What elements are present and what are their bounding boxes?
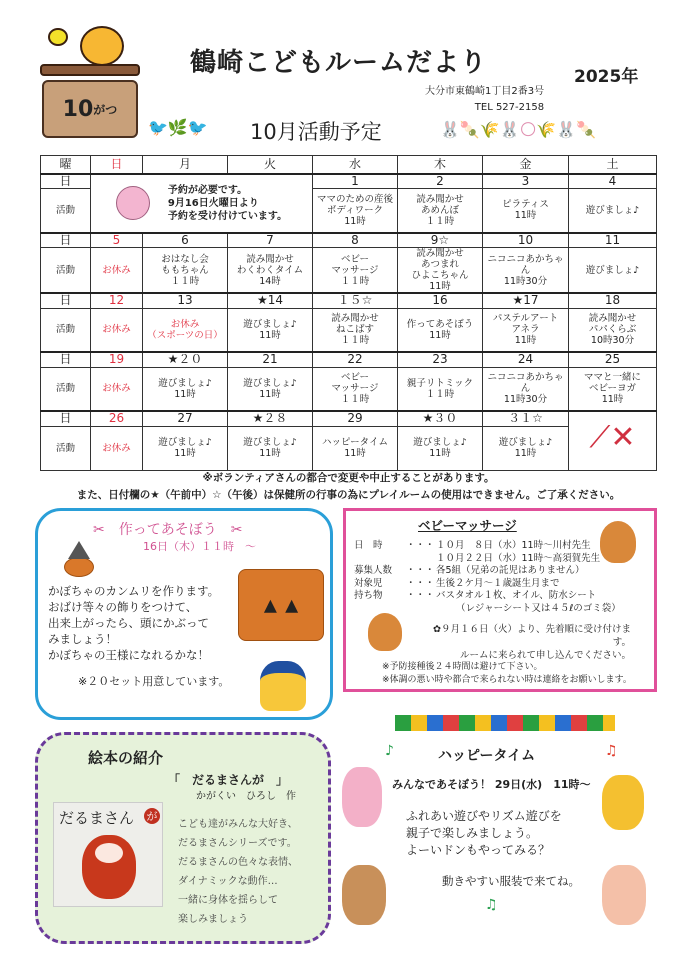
happy-title: ハッピータイム: [438, 748, 536, 764]
activity-row-label: 活動: [41, 248, 91, 294]
day-header: 木: [398, 156, 483, 174]
book-title: 「 だるまさんが 」: [168, 773, 289, 787]
activity-row-label: 活動: [41, 367, 91, 411]
calendar-date: ★14: [228, 293, 313, 308]
date-row-label: 日: [41, 411, 91, 426]
cat-icon: [602, 775, 644, 830]
calendar-date: 25: [569, 352, 657, 367]
date-row: [41, 293, 657, 308]
bird-icon: [48, 28, 68, 46]
calendar-activity: ママと一緒に ベビーヨガ 11時: [569, 367, 657, 411]
detail-value: １０月２２日（水）11時～高須賀先生: [436, 552, 601, 564]
calendar-activity: 遊びましょ♪ 11時: [228, 308, 313, 352]
dragonfly-icon: ⟋✕: [589, 420, 636, 456]
book-heading: 絵本の紹介: [88, 749, 164, 767]
happy-note: 動きやすい服装で来てね。: [442, 874, 580, 888]
massage-detail-row: [354, 540, 621, 553]
calendar-date: 19: [91, 352, 143, 367]
calendar-activity: 読み聞かせ パパくらぶ 10時30分: [569, 308, 657, 352]
calendar-activity: お休み: [91, 426, 143, 470]
book-cover: [53, 802, 163, 907]
tel: TEL 527-2158: [474, 102, 545, 113]
happy-subtitle: みんなであそぼう！ 29日(水) 11時～: [392, 778, 591, 791]
month-logo: [40, 22, 145, 142]
date-row-label: 日: [41, 293, 91, 308]
craft-date: 16日（木）１１時 ～: [143, 540, 256, 553]
witch-pumpkin-icon: [50, 541, 100, 577]
detail-label: 対象児: [354, 577, 383, 589]
squirrel-icon: [600, 521, 636, 563]
detail-label: 募集人数: [354, 565, 393, 576]
calendar-activity: 遊びましょ♪ 11時: [143, 367, 228, 411]
picture-book-section: [35, 732, 331, 944]
calendar-activity: 読み聞かせ あめんぼ １１時: [398, 189, 483, 233]
music-note-icon: ♫: [485, 897, 498, 913]
calendar-date: 6: [143, 233, 228, 248]
calendar-date: 2: [398, 174, 483, 189]
calendar-activity: おはなし会 ももちゃん １１時: [143, 248, 228, 294]
date-row: [41, 233, 657, 248]
calendar-date: 24: [483, 352, 569, 367]
cover-badge: が: [144, 808, 160, 824]
branch-icon: [40, 64, 140, 76]
music-note-icon: ♪: [385, 743, 394, 759]
calendar-date: 4: [569, 174, 657, 189]
date-row: [41, 352, 657, 367]
massage-title: ベビーマッサージ: [418, 518, 517, 533]
address: 大分市東鶴崎1丁目2番3号: [425, 86, 545, 97]
craft-title-row: ✂ 作ってあそぼう ✂: [93, 522, 243, 538]
calendar-activity: 読み聞かせ ねこばす １１時: [313, 308, 398, 352]
day-header: 金: [483, 156, 569, 174]
calendar-note-1: ※ボランティアさんの都合で変更や中止することがあります。: [202, 472, 495, 484]
reservation-note-cell: [91, 174, 313, 233]
detail-value: 生後２ケ月～１歳誕生月まで: [436, 577, 560, 589]
calendar-activity: ハッピータイム 11時: [313, 426, 398, 470]
activity-row: [41, 426, 657, 470]
bear-icon: [342, 865, 386, 925]
calendar-activity: パステルアート アネラ 11時: [483, 308, 569, 352]
day-header: 曜: [41, 156, 91, 174]
flower-icon: [116, 186, 150, 220]
calendar-activity: 遊びましょ♪ 11時: [228, 426, 313, 470]
calendar-activity: ベビー マッサージ １１時: [313, 367, 398, 411]
witch-cat-icon: [260, 661, 306, 711]
detail-dots: ・・・: [406, 565, 435, 576]
month-sign: [42, 80, 138, 138]
craft-title: 作ってあそぼう: [118, 522, 217, 538]
calendar-date: 18: [569, 293, 657, 308]
calendar-date: ★２０: [143, 352, 228, 367]
calendar-activity: お休み （スポーツの日）: [143, 308, 228, 352]
calendar-activity: ママのための産後 ボディワーク 11時: [313, 189, 398, 233]
detail-value: バスタオル１枚、オイル、防水シート: [436, 590, 597, 601]
calendar-date: ★２８: [228, 411, 313, 426]
calendar-date: 5: [91, 233, 143, 248]
pumpkin-crown-photo: ▴ ▴: [238, 569, 324, 641]
music-note-icon: ♫: [605, 743, 618, 759]
calendar-activity: お休み: [91, 308, 143, 352]
detail-label: 持ち物: [354, 590, 383, 601]
calendar-activity: ベビー マッサージ １１時: [313, 248, 398, 294]
baby-massage-section: [343, 508, 657, 692]
day-header: 土: [569, 156, 657, 174]
detail-value: （レジャーシート又は４５ℓのゴミ袋）: [456, 602, 621, 614]
tiger-icon: [80, 26, 124, 66]
calendar-date: 7: [228, 233, 313, 248]
massage-detail-row: [354, 565, 621, 578]
calendar-date: 9☆: [398, 233, 483, 248]
calendar-activity: ニコニコあかちゃん 11時30分: [483, 367, 569, 411]
activity-row: [41, 248, 657, 294]
detail-label: 日 時: [354, 540, 383, 551]
calendar-date: 21: [228, 352, 313, 367]
calendar-date: ３１☆: [483, 411, 569, 426]
date-row-label: 日: [41, 352, 91, 367]
date-row-label: 日: [41, 233, 91, 248]
detail-dots: ・・・: [406, 540, 435, 551]
calendar-date: 13: [143, 293, 228, 308]
calendar-activity: 読み聞かせ あつまれ ひよこちゃん 11時: [398, 248, 483, 294]
massage-detail-row: [354, 553, 621, 566]
day-header: 火: [228, 156, 313, 174]
craft-section: [35, 508, 333, 720]
activity-calendar: [40, 155, 657, 471]
calendar-activity: 親子リトミック １１時: [398, 367, 483, 411]
squirrel-icon: [368, 613, 402, 651]
calendar-date: 8: [313, 233, 398, 248]
calendar-date: 3: [483, 174, 569, 189]
craft-description: かぼちゃのカンムリを作ります。 おばけ等々の飾りをつけて、 出来上がったら、頭にかぶって みましょう！ かぼちゃの王様になれるかな！: [48, 584, 220, 662]
book-description: こども達がみんな大好き、 だるまさんシリーズです。 だるまさんの色々な表情、 ダイナミックな動作… 一緒に身体を揺らして 楽しみましょう: [178, 819, 298, 925]
massage-detail-row: [354, 578, 621, 591]
reservation-note: 予約が必要です。 9月16日火曜日より 予約を受け付けています。: [167, 184, 288, 222]
detail-dots: ・・・: [406, 590, 435, 601]
activity-row: [41, 308, 657, 352]
calendar-date: 29: [313, 411, 398, 426]
address-block: [425, 84, 544, 116]
detail-value: 各5組（兄弟の託児はありません）: [436, 565, 585, 576]
schedule-title: 10月活動予定: [250, 120, 382, 144]
massage-caution: ※予防接種後２４時間は避けて下さい。 ※体調の悪い時や都合で来られない時は連絡をお願いします。: [382, 662, 632, 685]
calendar-date: 16: [398, 293, 483, 308]
calendar-date: 12: [91, 293, 143, 308]
month-number: 10: [62, 96, 94, 122]
day-header: 月: [143, 156, 228, 174]
calendar-date: 27: [143, 411, 228, 426]
calendar-date: 22: [313, 352, 398, 367]
calendar-activity: 読み聞かせ わくわくタイム 14時: [228, 248, 313, 294]
day-header: 日: [91, 156, 143, 174]
massage-detail-row: [354, 603, 621, 616]
year: 2025年: [574, 67, 639, 87]
calendar-activity: 遊びましょ♪ 11時: [483, 426, 569, 470]
pig-icon: [602, 865, 646, 925]
bunting-flags: [395, 715, 615, 731]
activity-row: [41, 367, 657, 411]
massage-detail-row: [354, 590, 621, 603]
calendar-header-row: [41, 156, 657, 174]
calendar-date: 11: [569, 233, 657, 248]
calendar-date: １５☆: [313, 293, 398, 308]
date-row-label: 日: [41, 174, 91, 189]
date-row: [41, 174, 657, 189]
calendar-activity: 遊びましょ♪ 11時: [228, 367, 313, 411]
detail-label: [354, 553, 406, 566]
calendar-date: 10: [483, 233, 569, 248]
calendar-date: ★３０: [398, 411, 483, 426]
calendar-activity: 遊びましょ♪ 11時: [398, 426, 483, 470]
calendar-activity: お休み: [91, 367, 143, 411]
bird-branch-icon: 🐦🌿🐦: [148, 118, 208, 137]
calendar-date: ★17: [483, 293, 569, 308]
activity-row-label: 活動: [41, 308, 91, 352]
detail-dots: [406, 553, 436, 566]
calendar-activity: 遊びましょ♪: [569, 248, 657, 294]
cover-title: だるまさん: [59, 809, 135, 827]
calendar-activity: 遊びましょ♪: [569, 189, 657, 233]
dragonfly-cell: [569, 411, 657, 470]
activity-row-label: 活動: [41, 189, 91, 233]
massage-details: [354, 540, 621, 615]
calendar-date: 23: [398, 352, 483, 367]
calendar-activity: 遊びましょ♪ 11時: [143, 426, 228, 470]
detail-dots: ・・・: [406, 577, 435, 589]
rabbit-icon: [342, 767, 382, 827]
happy-description: ふれあい遊びやリズム遊びを 親子で楽しみましょう。 よーいドンもやってみる？: [406, 809, 562, 857]
detail-value: １０月 ８日（水）11時～川村先生: [436, 540, 591, 551]
calendar-note-2: また、日付欄の★（午前中）☆（午後）は保健所の行事の為にプレイルームの使用はできません。ご了承ください。: [76, 489, 621, 501]
date-row: [41, 411, 657, 426]
massage-reception: ✿９月１６日（火）より、先着順に受け付けます。 ルームに来られて申し込んでください。: [433, 624, 631, 661]
newsletter-title: 鶴崎こどもルームだより: [190, 48, 488, 78]
month-suffix: がつ: [93, 102, 118, 117]
daruma-icon: [82, 835, 136, 899]
happy-time-section: [340, 715, 660, 955]
moon-viewing-icon: 🐰🍡🌾🐰🌕🌾🐰🍡: [440, 120, 597, 139]
book-author: かがくい ひろし 作: [196, 791, 296, 802]
day-header: 水: [313, 156, 398, 174]
calendar-date: 1: [313, 174, 398, 189]
calendar-activity: 作ってあそぼう 11時: [398, 308, 483, 352]
calendar-activity: お休み: [91, 248, 143, 294]
calendar-activity: ニコニコあかちゃん 11時30分: [483, 248, 569, 294]
calendar-activity: ピラティス 11時: [483, 189, 569, 233]
craft-note: ※２０セット用意しています。: [78, 675, 230, 688]
detail-dots: [406, 603, 436, 616]
activity-row-label: 活動: [41, 426, 91, 470]
calendar-date: 26: [91, 411, 143, 426]
